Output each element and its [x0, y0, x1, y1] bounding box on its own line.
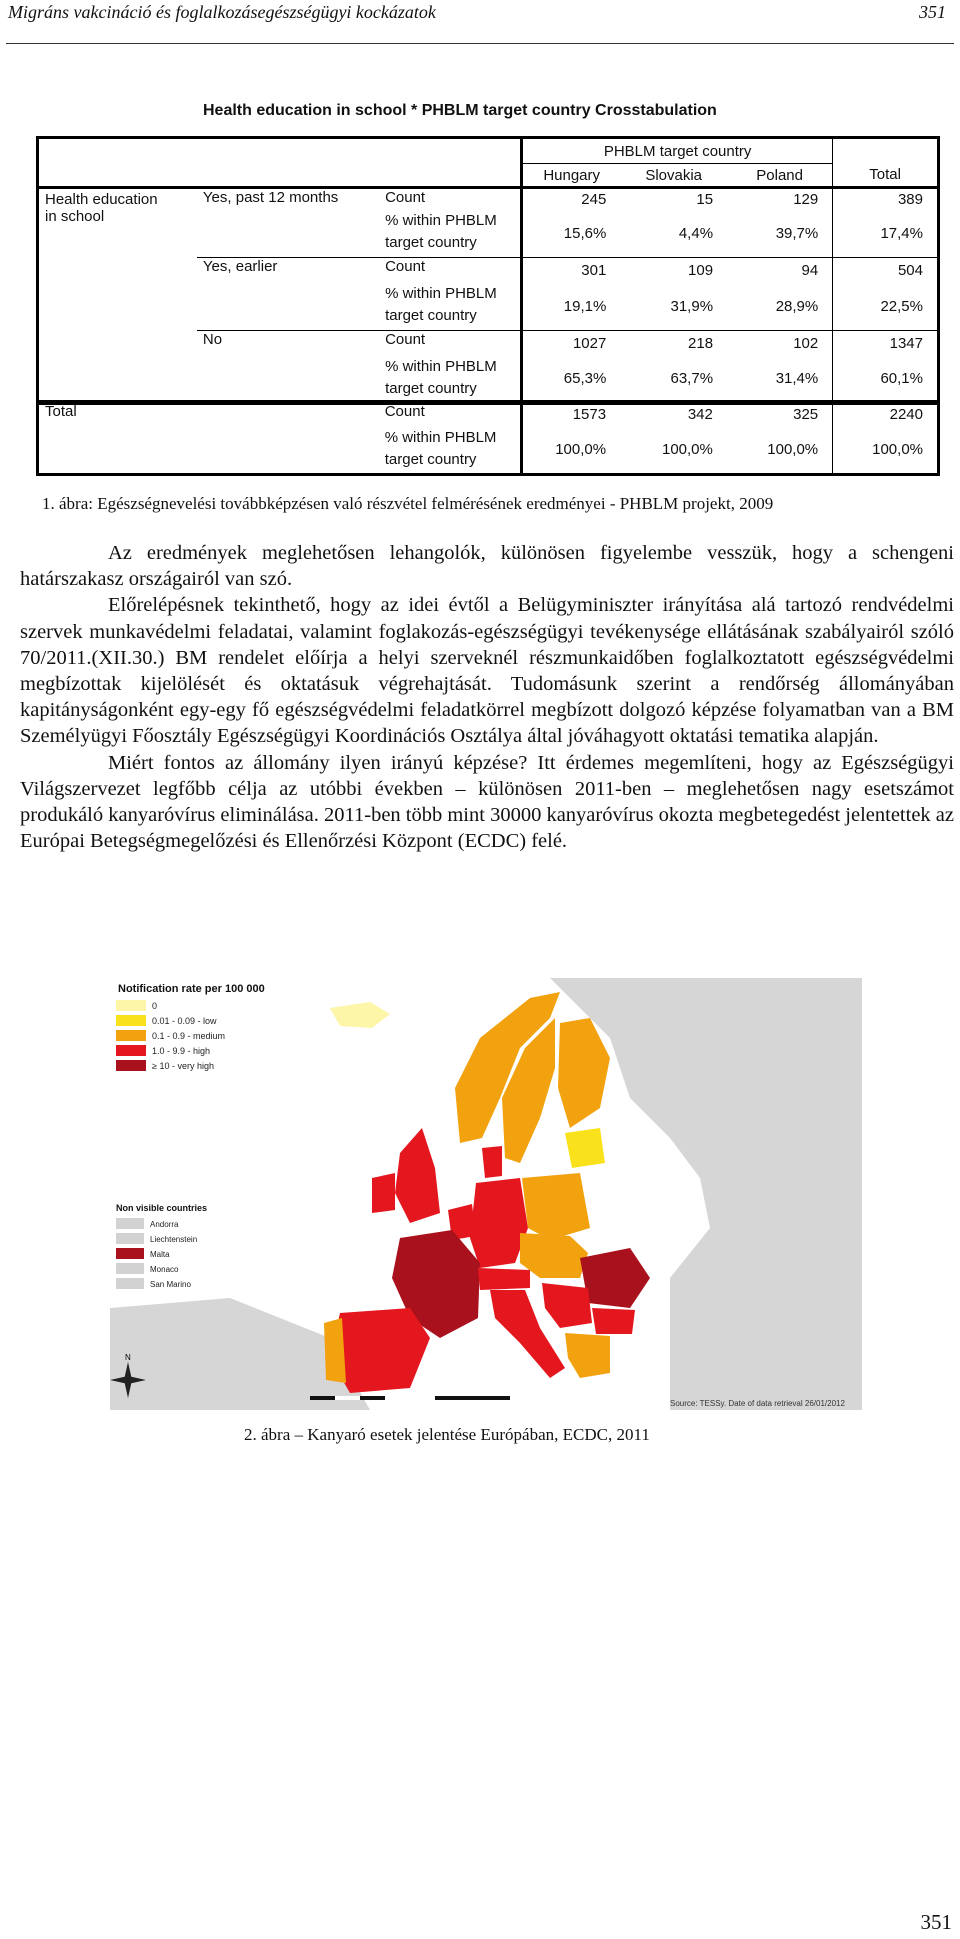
footer-page-number: 351 [920, 1910, 952, 1934]
total-count: 325 [727, 402, 833, 427]
cell-count: 15 [620, 188, 727, 210]
legend-label: Andorra [150, 1220, 179, 1229]
legend-label: 0 [152, 1001, 158, 1011]
cell-count: 109 [620, 258, 727, 283]
stat-label-count: Count [379, 402, 522, 427]
cell-pct-total: 60,1% [833, 356, 939, 404]
nonvisible-title: Non visible countries [116, 1203, 208, 1213]
running-header-title: Migráns vakcináció és foglalkozásegészségügyi kockázatok [8, 2, 436, 22]
stat-label-count: Count [379, 331, 521, 356]
crosstab-table [36, 136, 940, 405]
cell-pct: 15,6% [522, 210, 621, 258]
cell-count: 94 [727, 258, 833, 283]
total-pct-total: 100,0% [833, 427, 939, 475]
cell-pct: 63,7% [670, 370, 714, 388]
legend-label: Malta [150, 1250, 170, 1259]
crosstab-title: Health education in school * PHBLM target country Crosstabulation [203, 102, 717, 119]
svg-text:N: N [125, 1353, 131, 1362]
map-source: Source: TESSy. Date of data retrieval 26/01/2012 [670, 1399, 845, 1408]
cell-count-total: 504 [833, 258, 939, 283]
body-text [20, 540, 954, 854]
cell-count: 218 [620, 331, 727, 356]
bulgaria-region [592, 1308, 635, 1334]
total-count: 342 [620, 402, 727, 427]
crosstab-corner [38, 138, 522, 188]
total-count-total: 2240 [833, 402, 939, 427]
cell-pct: 31,9% [670, 297, 714, 315]
legend-swatch [116, 1218, 144, 1229]
paragraph: Miért fontos az állomány ilyen irányú képzése? Itt érdemes megemlíteni, hogy az Egészségügyi Világszervezet legfőbb célja az utóbbi években – különösen 2011-ben – meglehetősen nagy esetszámot produkáló kanyaróvírus eliminálása. 2011-ben több mint 30000 kanyaróvírus okozta megbetegedést jelentettek az Európai Betegségmegelőzési és Ellenőrzési Központ (ECDC) felé. [20, 751, 954, 853]
crosstab-total-table [36, 400, 940, 476]
col-header-total: Total [833, 164, 939, 188]
cell-count: 102 [727, 331, 833, 356]
paragraph: Az eredmények meglehetősen lehangolók, különösen figyelembe vesszük, hogy a schengeni határszakasz országairól van szó. [20, 542, 954, 591]
total-count: 1573 [521, 402, 620, 427]
cell-pct: 31,4% [775, 370, 819, 388]
legend-swatch [116, 1015, 146, 1026]
cell-count-total: 1347 [833, 331, 939, 356]
col-header-poland: Poland [756, 166, 803, 184]
cell-pct-total: 22,5% [833, 283, 939, 331]
stat-label-pct: % within PHBLM target country [385, 211, 497, 251]
legend-swatch [116, 1263, 144, 1274]
total-pct: 100,0% [661, 441, 713, 459]
legend-label: Monaco [150, 1265, 179, 1274]
total-pct: 100,0% [521, 427, 620, 475]
cell-pct-total: 17,4% [833, 210, 939, 258]
cell-pct: 19,1% [522, 283, 621, 331]
legend-label: 1.0 - 9.9 - high [152, 1046, 211, 1056]
legend-title: Notification rate per 100 000 [118, 983, 265, 995]
europe-map [110, 978, 862, 1410]
row-variable-label: Health education in school [38, 188, 197, 404]
alpine-region [478, 1268, 530, 1290]
poland-region [522, 1173, 590, 1240]
row-category: Yes, earlier [197, 258, 379, 331]
total-row-label: Total [38, 402, 379, 427]
baltics-region [565, 1128, 605, 1168]
cell-pct: 39,7% [775, 224, 819, 242]
legend-swatch [116, 1030, 146, 1041]
stat-label-count: Count [379, 258, 521, 283]
running-header [6, 0, 954, 44]
stat-label-pct: % within PHBLM target country [384, 428, 497, 468]
crosstab-group-header: PHBLM target country [522, 138, 833, 164]
figure-1-caption: 1. ábra: Egészségnevelési továbbképzésen való részvétel felmérésének eredményei - PHBLM projekt, 2009 [42, 494, 774, 513]
cell-count: 245 [522, 188, 621, 210]
col-header-hungary: Hungary [522, 164, 621, 188]
cell-pct: 65,3% [522, 356, 621, 404]
legend-label: San Marino [150, 1280, 191, 1289]
denmark-region [482, 1146, 502, 1178]
legend-swatch [116, 1248, 144, 1259]
total-pct: 100,0% [767, 441, 819, 459]
stat-label-count: Count [379, 188, 521, 210]
legend-label: 0.1 - 0.9 - medium [152, 1031, 226, 1041]
scale-bar [310, 1396, 510, 1400]
legend-swatch [116, 1000, 146, 1011]
legend-swatch [116, 1060, 146, 1071]
cell-count: 301 [522, 258, 621, 283]
legend-label: ≥ 10 - very high [152, 1061, 214, 1071]
col-header-slovakia: Slovakia [645, 166, 703, 184]
measles-map-figure [110, 978, 862, 1410]
paragraph: Előrelépésnek tekinthető, hogy az idei évtől a Belügyminiszter irányítása alá tartozó rendvédelmi szervek munkavédelmi feladatai, valamint foglakozás-egészségügyi tevékenysége ellátásának szabályairól szóló 70/2011.(XII.30.) BM rendelet előírja a helyi szerveknél részmunkaidőben foglalkoztatott egészségvédelmi megbízottak kijelölését és oktatásuk végrehajtását. Tudomásunk szerint a rendőrség állományában kapitányságonként egy-egy fő egészségvédelmi feladatkörrel megbízott dolgozó képzése folyamatban van a BM Személyügyi Főosztály Egészségügyi Koordinációs Osztálya által jóváhagyott oktatási tematika alapján. [20, 594, 954, 748]
cell-pct: 28,9% [775, 297, 819, 315]
legend-label: 0.01 - 0.09 - low [152, 1016, 217, 1026]
legend-label: Liechtenstein [150, 1235, 198, 1244]
stat-label-pct: % within PHBLM target country [385, 284, 497, 324]
cell-count: 1027 [522, 331, 621, 356]
legend-swatch [116, 1233, 144, 1244]
cell-count: 129 [727, 188, 833, 210]
running-header-page-number: 351 [919, 2, 946, 22]
ireland-region [372, 1173, 395, 1213]
legend-swatch [116, 1278, 144, 1289]
cell-count-total: 389 [833, 188, 939, 210]
cell-pct: 4,4% [678, 224, 714, 242]
figure-2-caption: 2. ábra – Kanyaró esetek jelentése Európában, ECDC, 2011 [244, 1425, 650, 1444]
legend-swatch [116, 1045, 146, 1056]
row-category: No [197, 331, 379, 404]
stat-label-pct: % within PHBLM target country [385, 357, 497, 397]
row-category: Yes, past 12 months [197, 188, 379, 258]
